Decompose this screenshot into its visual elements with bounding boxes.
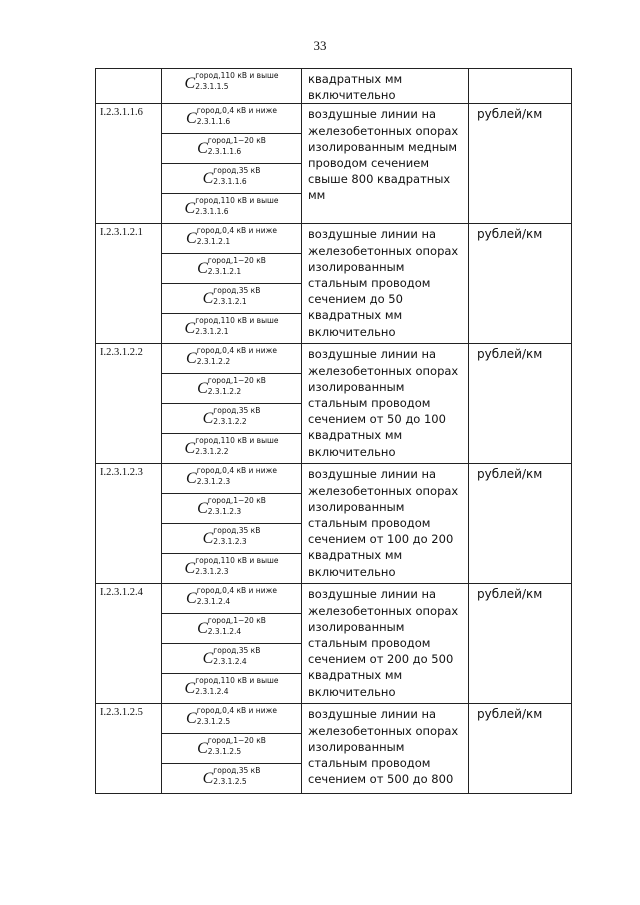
symbol — [162, 464, 301, 487]
symbol — [162, 614, 301, 637]
symbol-subscript: 2.3.1.2.4 — [196, 597, 231, 607]
symbol-letter: C — [202, 770, 214, 788]
symbol-letter: C — [202, 650, 214, 668]
symbol — [162, 164, 301, 187]
symbol-cell — [162, 524, 302, 554]
symbol — [162, 524, 301, 547]
symbol — [162, 644, 301, 667]
symbol-letter: C — [186, 590, 197, 608]
symbol-subscript: 2.3.1.1.6 — [207, 147, 242, 157]
symbol-superscript: город,0,4 кВ и ниже — [196, 466, 277, 476]
symbol-letter: C — [184, 440, 196, 458]
symbol-subscript: 2.3.1.2.2 — [196, 357, 231, 367]
symbol-letter: C — [184, 560, 196, 578]
description-cell: квадратных мм включительно — [302, 69, 469, 104]
symbol-letter: C — [186, 110, 197, 128]
symbol-letter: C — [186, 710, 197, 728]
symbol-superscript: город,110 кВ и выше — [195, 556, 279, 566]
symbol-subscript: 2.3.1.2.5 — [196, 717, 231, 727]
unit-cell — [469, 69, 572, 104]
description-cell: воздушные линии на железобетонных опорах изолированным медным проводом сечением свыше 800 квадратных мм — [302, 104, 469, 224]
symbol-subscript: 2.3.1.1.5 — [195, 82, 229, 91]
symbol-cell — [162, 764, 302, 794]
symbol — [162, 374, 301, 397]
symbol — [162, 284, 301, 307]
symbol-cell — [162, 554, 302, 584]
symbol-subscript: 2.3.1.1.6 — [213, 177, 247, 187]
code-cell — [96, 69, 162, 104]
symbol-letter: C — [184, 200, 196, 218]
symbol-superscript: город,1−20 кВ — [207, 256, 266, 266]
symbol-cell — [162, 644, 302, 674]
symbol-cell — [162, 134, 302, 164]
symbol — [162, 674, 301, 697]
symbol-superscript: город,35 кВ — [213, 166, 261, 176]
symbol-subscript: 2.3.1.2.1 — [196, 237, 231, 247]
description-cell: воздушные линии на железобетонных опорах изолированным стальным проводом сечением от 100 до 200 квадратных мм включительно — [302, 464, 469, 584]
symbol — [162, 69, 301, 92]
symbol-superscript: город,35 кВ — [213, 286, 261, 296]
symbol — [162, 734, 301, 757]
symbol-cell — [162, 284, 302, 314]
description-cell: воздушные линии на железобетонных опорах изолированным стальным проводом сечением от 50 до 100 квадратных мм включительно — [302, 344, 469, 464]
symbol-cell — [162, 314, 302, 344]
symbol-cell — [162, 404, 302, 434]
symbol-subscript: 2.3.1.2.4 — [207, 627, 242, 637]
symbol-superscript: город,1−20 кВ — [207, 736, 266, 746]
symbol-subscript: 2.3.1.1.6 — [196, 117, 231, 127]
symbol-cell — [162, 734, 302, 764]
symbol — [162, 704, 301, 727]
unit-cell: рублей/км — [469, 704, 572, 794]
symbol-subscript: 2.3.1.2.5 — [213, 777, 247, 787]
symbol-subscript: 2.3.1.2.2 — [207, 387, 242, 397]
symbol — [162, 104, 301, 127]
table-row — [96, 344, 572, 374]
symbol-subscript: 2.3.1.2.3 — [213, 537, 247, 547]
symbol-superscript: город,0,4 кВ и ниже — [196, 706, 277, 716]
code-cell: I.2.3.1.2.2 — [96, 344, 162, 464]
symbol-subscript: 2.3.1.2.1 — [213, 297, 247, 307]
symbol-subscript: 2.3.1.2.2 — [213, 417, 247, 427]
symbol-subscript: 2.3.1.2.4 — [213, 657, 247, 667]
symbol — [162, 134, 301, 157]
unit-cell: рублей/км — [469, 464, 572, 584]
symbol-letter: C — [202, 410, 214, 428]
symbol-superscript: город,1−20 кВ — [207, 376, 266, 386]
symbol-superscript: город,35 кВ — [213, 526, 261, 536]
table-row — [96, 104, 572, 134]
symbol-subscript: 2.3.1.2.3 — [195, 567, 229, 577]
symbol-cell — [162, 464, 302, 494]
table-row — [96, 224, 572, 254]
symbol-letter: C — [184, 320, 196, 338]
symbol-cell — [162, 494, 302, 524]
symbol-superscript: город,110 кВ и выше — [195, 436, 279, 446]
page-number: 33 — [313, 38, 327, 53]
symbol-letter: C — [186, 470, 197, 488]
symbol-cell — [162, 704, 302, 734]
symbol-superscript: город,35 кВ — [213, 406, 261, 416]
symbol — [162, 194, 301, 217]
symbol-letter: C — [197, 260, 208, 278]
symbol-cell — [162, 674, 302, 704]
symbol — [162, 404, 301, 427]
symbol-subscript: 2.3.1.2.3 — [196, 477, 231, 487]
symbol-superscript: город,35 кВ — [213, 766, 261, 776]
code-cell: I.2.3.1.2.1 — [96, 224, 162, 344]
symbol-cell — [162, 69, 302, 104]
symbol-letter: C — [184, 75, 196, 92]
unit-cell: рублей/км — [469, 104, 572, 224]
symbol-letter: C — [197, 620, 208, 638]
code-cell: I.2.3.1.2.4 — [96, 584, 162, 704]
symbol — [162, 224, 301, 247]
description-cell: воздушные линии на железобетонных опорах изолированным стальным проводом сечением от 500 до 800 — [302, 704, 469, 794]
symbol-superscript: город,110 кВ и выше — [195, 196, 279, 206]
symbol-superscript: город,1−20 кВ — [207, 616, 266, 626]
symbol-letter: C — [202, 530, 214, 548]
symbol — [162, 584, 301, 607]
table-row — [96, 464, 572, 494]
symbol-superscript: город,110 кВ и выше — [195, 71, 279, 80]
symbol-subscript: 2.3.1.2.5 — [207, 747, 242, 757]
table-row — [96, 704, 572, 734]
symbol-subscript: 2.3.1.2.1 — [207, 267, 242, 277]
symbol-letter: C — [197, 740, 208, 758]
symbol-subscript: 2.3.1.1.6 — [195, 207, 229, 217]
symbol-letter: C — [186, 230, 197, 248]
symbol-subscript: 2.3.1.2.2 — [195, 447, 229, 457]
symbol-cell — [162, 194, 302, 224]
code-cell: I.2.3.1.2.3 — [96, 464, 162, 584]
symbol-superscript: город,0,4 кВ и ниже — [196, 106, 277, 116]
symbol — [162, 494, 301, 517]
symbol — [162, 434, 301, 457]
symbol-cell — [162, 224, 302, 254]
code-cell: I.2.3.1.1.6 — [96, 104, 162, 224]
symbol-letter: C — [202, 290, 214, 308]
symbol-letter: C — [197, 380, 208, 398]
description-cell: воздушные линии на железобетонных опорах изолированным стальным проводом сечением от 200 до 500 квадратных мм включительно — [302, 584, 469, 704]
symbol-superscript: город,0,4 кВ и ниже — [196, 346, 277, 356]
description-cell: воздушные линии на железобетонных опорах изолированным стальным проводом сечением до 50 квадратных мм включительно — [302, 224, 469, 344]
symbol-letter: C — [186, 350, 197, 368]
code-cell: I.2.3.1.2.5 — [96, 704, 162, 794]
symbol-cell — [162, 374, 302, 404]
symbol-cell — [162, 254, 302, 284]
symbol-cell — [162, 614, 302, 644]
unit-cell: рублей/км — [469, 344, 572, 464]
unit-cell: рублей/км — [469, 584, 572, 704]
unit-cell: рублей/км — [469, 224, 572, 344]
symbol-cell — [162, 434, 302, 464]
symbol-letter: C — [184, 680, 196, 698]
symbol — [162, 344, 301, 367]
symbol-cell — [162, 584, 302, 614]
symbol-subscript: 2.3.1.2.4 — [195, 687, 229, 697]
symbol-superscript: город,1−20 кВ — [207, 496, 266, 506]
symbol — [162, 254, 301, 277]
symbol — [162, 554, 301, 577]
symbol-superscript: город,110 кВ и выше — [195, 316, 279, 326]
table-row — [96, 69, 572, 104]
symbol-letter: C — [197, 140, 208, 158]
symbol-superscript: город,0,4 кВ и ниже — [196, 226, 277, 236]
symbol — [162, 764, 301, 787]
symbol-cell — [162, 104, 302, 134]
symbol — [162, 314, 301, 337]
symbol-superscript: город,110 кВ и выше — [195, 676, 279, 686]
tariff-table — [95, 68, 572, 794]
symbol-letter: C — [197, 500, 208, 518]
table-row — [96, 584, 572, 614]
symbol-superscript: город,1−20 кВ — [207, 136, 266, 146]
symbol-superscript: город,35 кВ — [213, 646, 261, 656]
symbol-letter: C — [202, 170, 214, 188]
symbol-superscript: город,0,4 кВ и ниже — [196, 586, 277, 596]
symbol-cell — [162, 344, 302, 374]
symbol-cell — [162, 164, 302, 194]
symbol-subscript: 2.3.1.2.3 — [207, 507, 242, 517]
symbol-subscript: 2.3.1.2.1 — [195, 327, 229, 337]
